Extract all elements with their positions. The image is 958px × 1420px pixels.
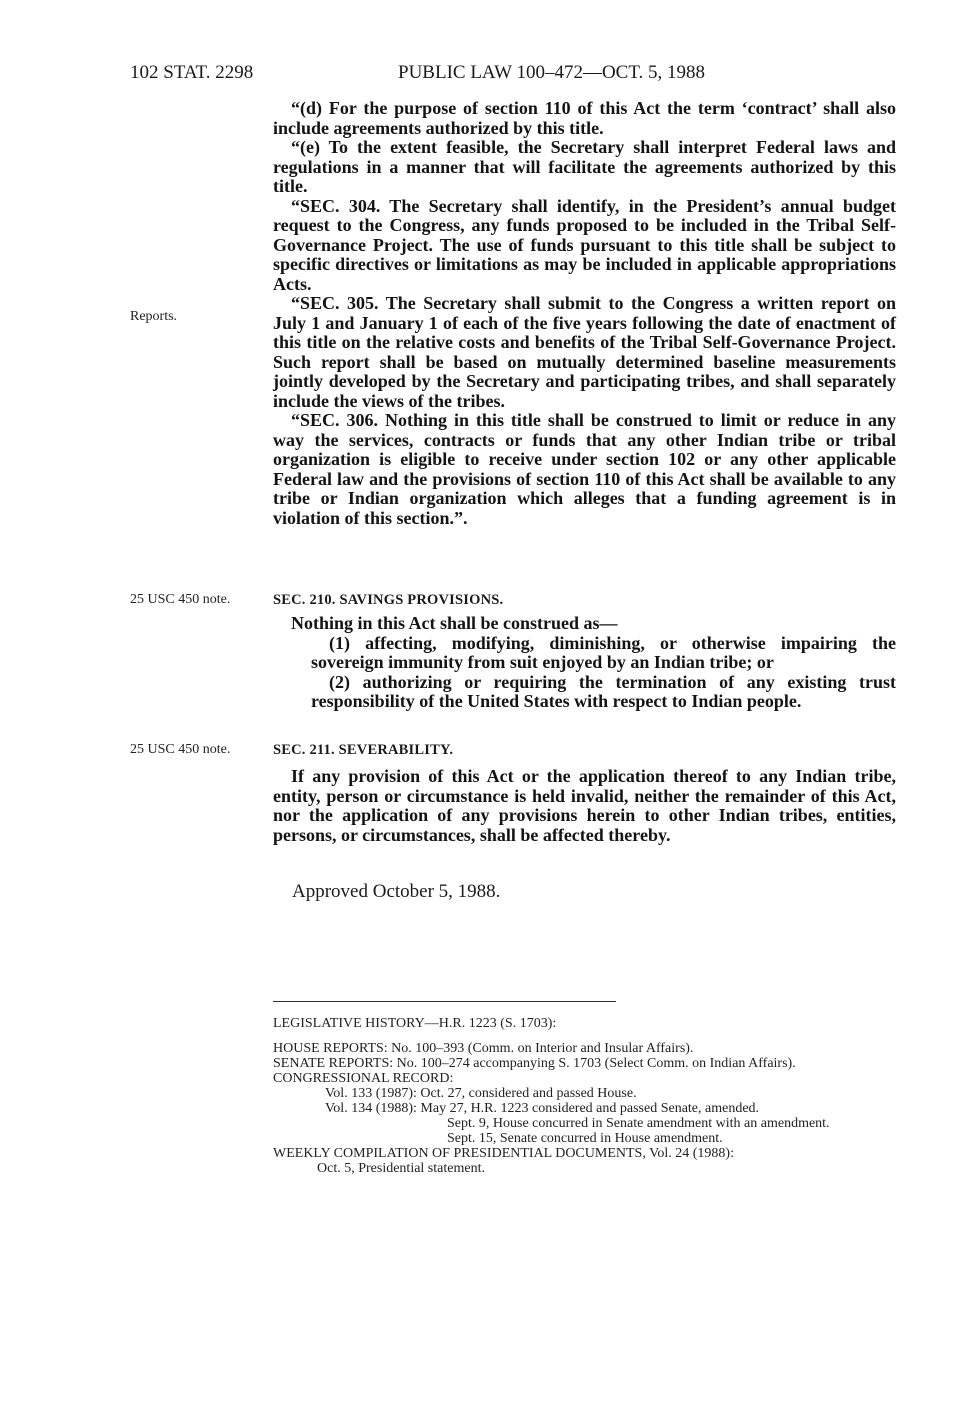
section-210-intro: Nothing in this Act shall be construed as—: [291, 613, 618, 633]
stat-page-number: 102 STAT. 2298: [130, 62, 254, 83]
senate-reports: SENATE REPORTS: No. 100–274 accompanying S. 1703 (Select Comm. on Indian Affairs).: [273, 1056, 796, 1071]
paragraph-e: “(e) To the extent feasible, the Secretary shall interpret Federal laws and regulations in a manner that will facilitate the agreements authorized by this title.: [273, 137, 896, 196]
presidential-statement: Oct. 5, Presidential statement.: [317, 1161, 485, 1176]
section-305: “SEC. 305. The Secretary shall submit to the Congress a written report on July 1 and January 1 of each of the five years following the date of enactment of this title on the relative costs and benefits of the Tribal Self-Governance Project. Such report shall be based on mutually determined baseline measurements jointly developed by the Secretary and participating tribes, and shall separately include the views of the tribes.: [273, 293, 896, 411]
section-210-item-2: (2) authorizing or requiring the termination of any existing trust responsibility of the United States with respect to Indian people.: [311, 671, 896, 711]
house-reports: HOUSE REPORTS: No. 100–393 (Comm. on Interior and Insular Affairs).: [273, 1041, 694, 1056]
record-sept-15: Sept. 15, Senate concurred in House amendment.: [447, 1131, 723, 1146]
section-210-body: [273, 614, 896, 712]
section-211-heading: SEC. 211. SEVERABILITY.: [273, 742, 454, 758]
section-306: “SEC. 306. Nothing in this title shall be construed to limit or reduce in any way the services, contracts or funds that any other Indian tribe or tribal organization is eligible to receive under section 102 or any other applicable Federal law and the provisions of section 110 of this Act shall be available to any tribe or Indian organization which alleges that a funding agreement is in violation of this section.”.: [273, 410, 896, 528]
section-304: “SEC. 304. The Secretary shall identify, in the President’s annual budget request to the Congress, any funds proposed to be included in the Tribal Self-Governance Project. The use of funds pursuant to this title shall be subject to specific directives or limitations as may be included in applicable appropriations Acts.: [273, 195, 896, 294]
margin-note-usc-210: 25 USC 450 note.: [130, 592, 231, 607]
public-law-title: PUBLIC LAW 100–472—OCT. 5, 1988: [398, 62, 706, 83]
statute-body: [273, 99, 896, 528]
section-210-heading: SEC. 210. SAVINGS PROVISIONS.: [273, 592, 504, 608]
record-vol-133: Vol. 133 (1987): Oct. 27, considered and passed House.: [325, 1086, 637, 1101]
footnote-divider: [273, 1001, 616, 1002]
section-211-text: If any provision of this Act or the application thereof to any Indian tribe, entity, person or circumstance is held invalid, neither the remainder of this Act, nor the application of any provisions herein to other Indian tribes, entities, persons, or circumstances, shall be affected thereby.: [273, 766, 896, 845]
section-211-body: [273, 767, 896, 845]
congressional-record: CONGRESSIONAL RECORD:: [273, 1071, 454, 1086]
margin-note-reports: Reports.: [130, 309, 178, 324]
record-sept-9: Sept. 9, House concurred in Senate amendment with an amendment.: [447, 1116, 830, 1131]
approval-date: Approved October 5, 1988.: [292, 881, 501, 902]
legislative-history-title: LEGISLATIVE HISTORY—H.R. 1223 (S. 1703):: [273, 1016, 557, 1031]
section-210-item-1: (1) affecting, modifying, diminishing, or otherwise impairing the sovereign immunity from suit enjoyed by an Indian tribe; or: [311, 632, 896, 672]
weekly-compilation: WEEKLY COMPILATION OF PRESIDENTIAL DOCUMENTS, Vol. 24 (1988):: [273, 1146, 734, 1161]
record-vol-134: Vol. 134 (1988): May 27, H.R. 1223 considered and passed Senate, amended.: [325, 1101, 760, 1116]
paragraph-d: “(d) For the purpose of section 110 of this Act the term ‘contract’ shall also include agreements authorized by this title.: [273, 98, 896, 138]
margin-note-usc-211: 25 USC 450 note.: [130, 742, 231, 757]
legislative-history: [273, 1016, 896, 1176]
